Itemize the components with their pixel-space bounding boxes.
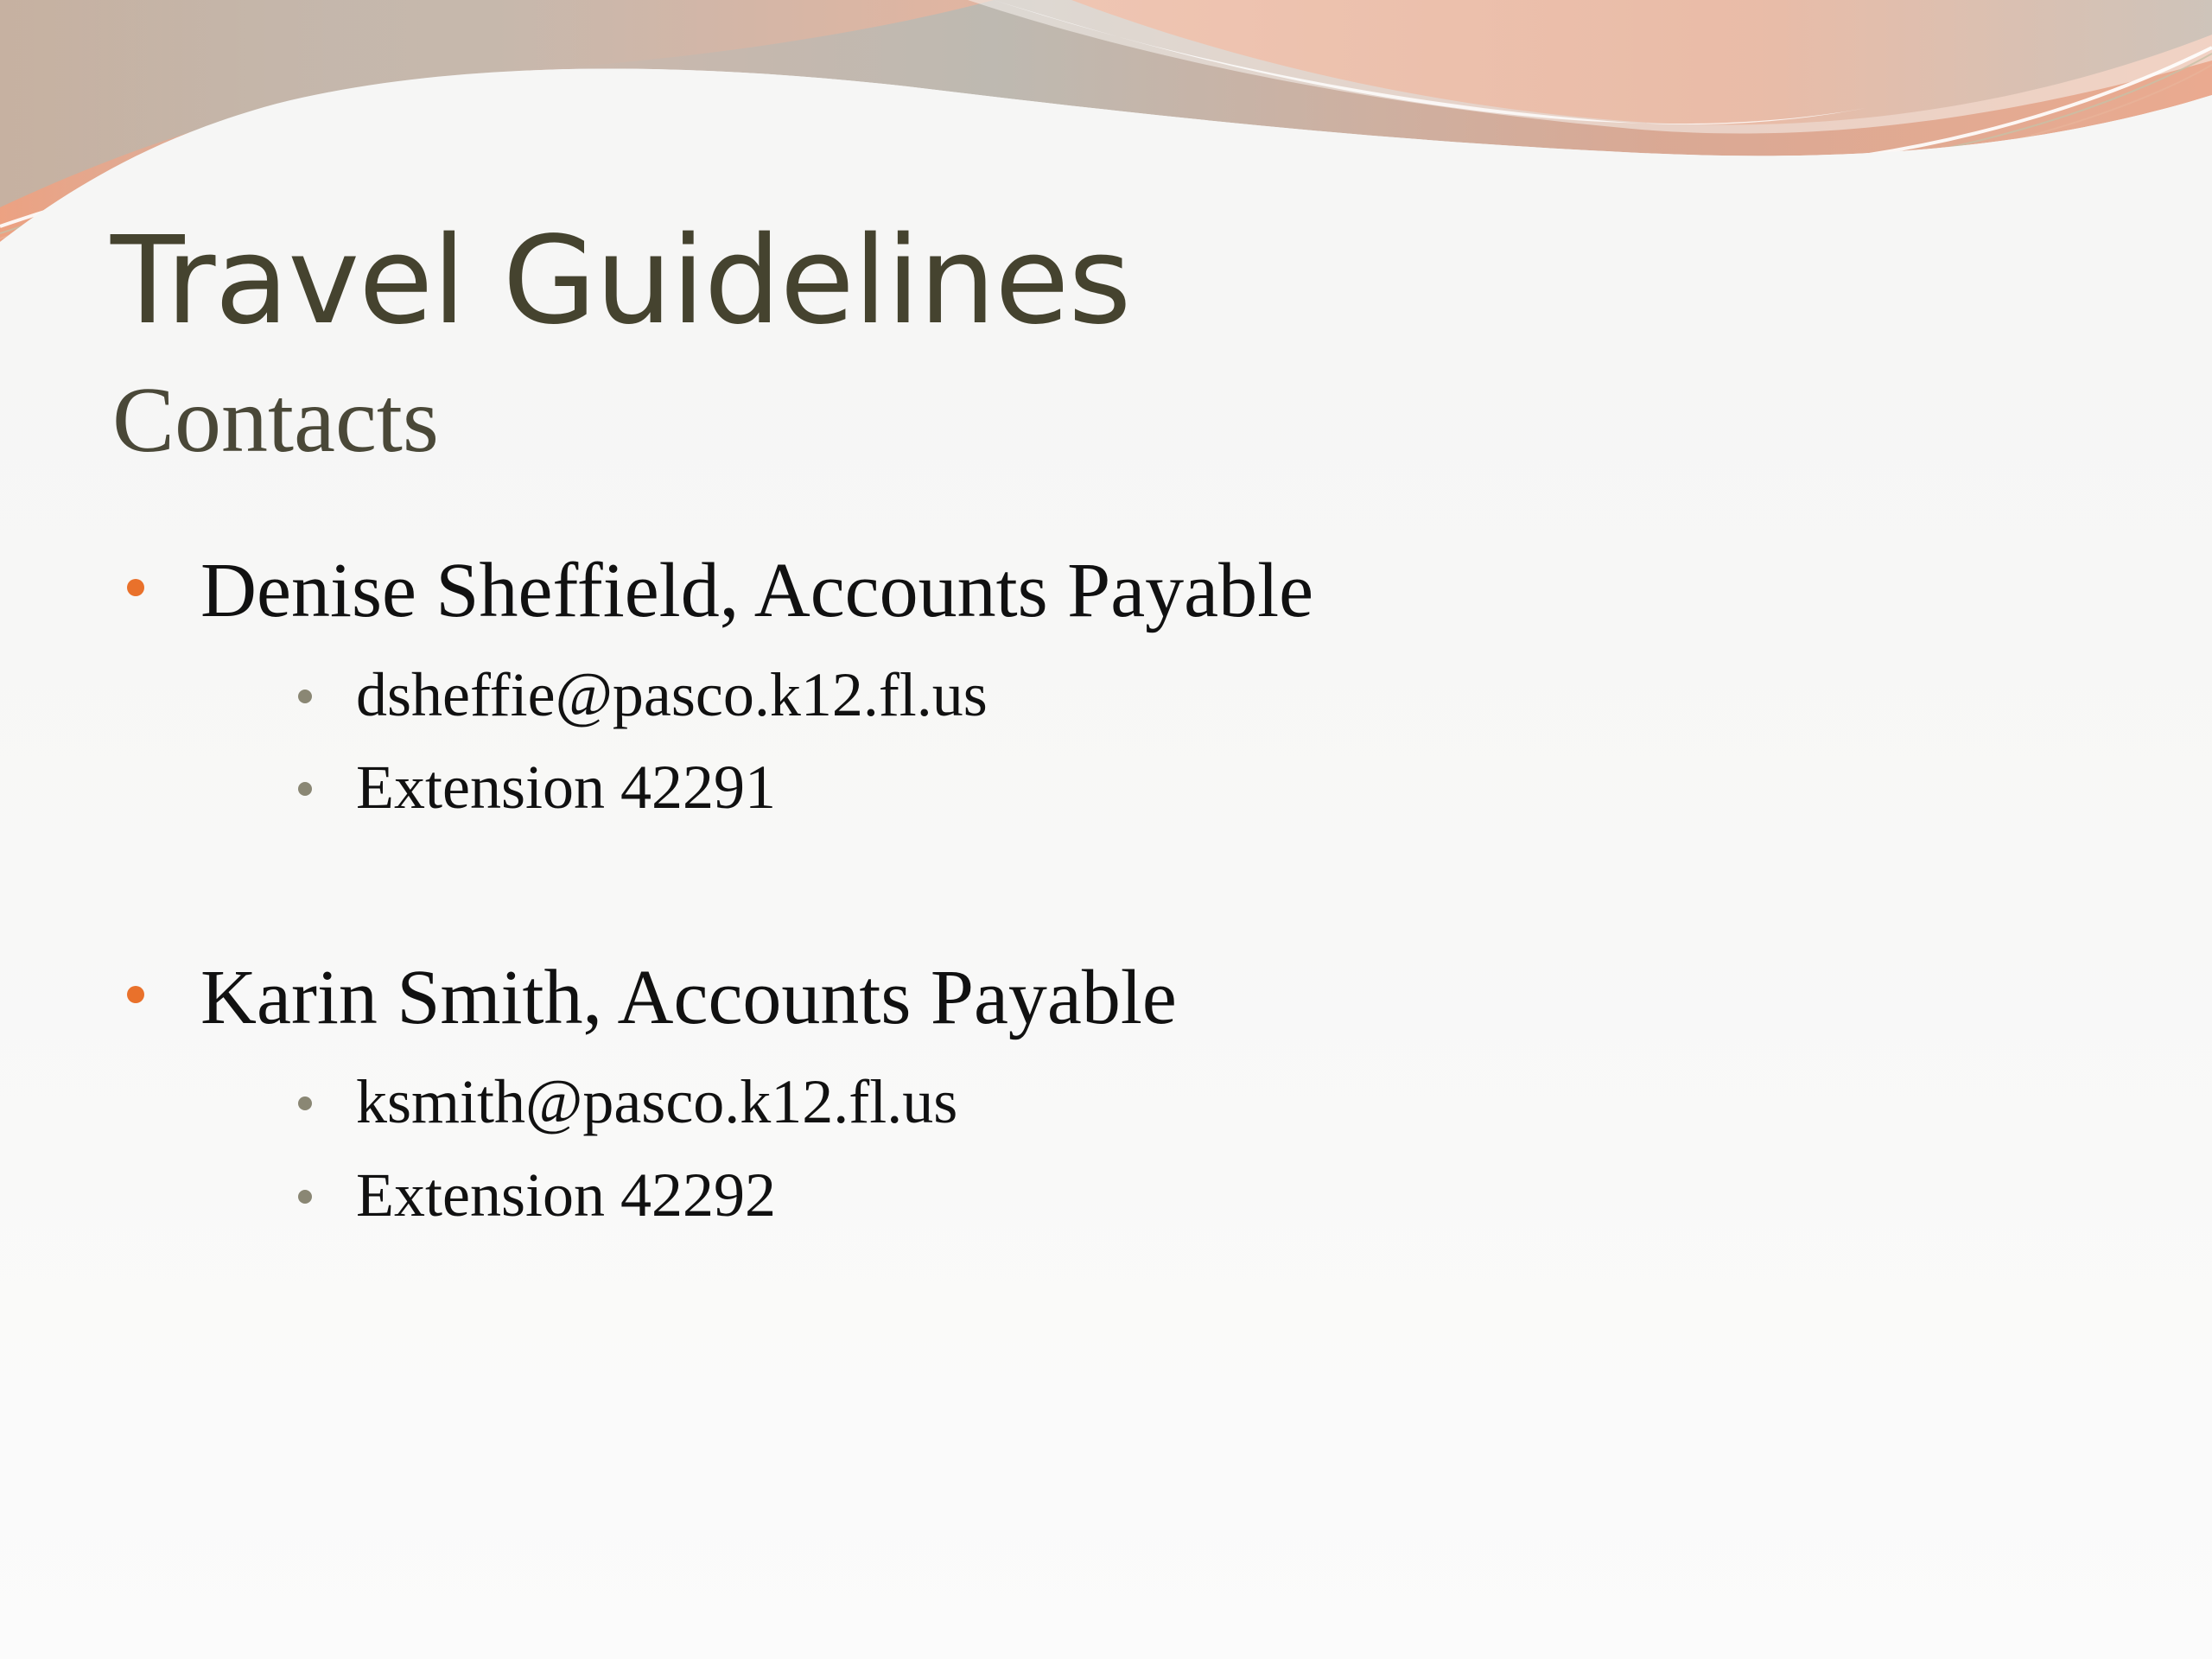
list-item xyxy=(356,752,776,823)
slide-title: Travel Guidelines xyxy=(111,211,1131,352)
contact-email: dsheffie@pasco.k12.fl.us xyxy=(356,660,988,729)
bullet-icon xyxy=(298,690,312,703)
bullet-icon xyxy=(298,1096,312,1110)
contact-extension: Extension 42291 xyxy=(356,753,776,822)
slide-subtitle: Contacts xyxy=(112,369,439,472)
contact-extension: Extension 42292 xyxy=(356,1160,776,1230)
list-item xyxy=(356,1160,776,1231)
list-item xyxy=(356,659,988,731)
list-item xyxy=(200,953,1177,1043)
list-item xyxy=(200,546,1313,636)
bullet-icon xyxy=(127,579,144,596)
contact-name: Karin Smith, Accounts Payable xyxy=(200,955,1177,1040)
contact-name: Denise Sheffield, Accounts Payable xyxy=(200,548,1314,633)
list-item xyxy=(356,1066,957,1138)
bullet-icon xyxy=(127,986,144,1003)
bullet-icon xyxy=(298,782,312,796)
bullet-icon xyxy=(298,1190,312,1204)
contact-email: ksmith@pasco.k12.fl.us xyxy=(356,1067,958,1136)
